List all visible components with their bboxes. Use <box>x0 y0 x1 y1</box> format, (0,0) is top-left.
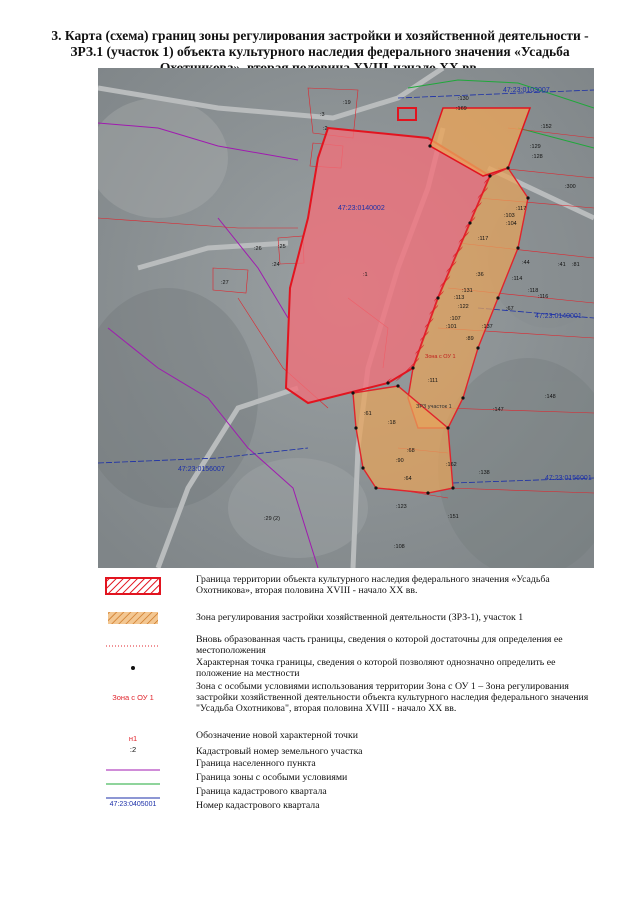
parcel-number-label: :2 <box>323 126 328 132</box>
legend-row <box>98 657 598 681</box>
parcel-number-label: :44 <box>522 260 530 266</box>
map-title: 3. Карта (схема) границ зоны регулирования застройки и хозяйственной деятельности - ЗРЗ.1 (участок 1) объекта культурного наследия федерального значения «Усадьба <box>51 28 589 59</box>
legend-text: Зона с особыми условиями использования территории Зона с ОУ 1 – Зона регулирования застройки хозяйственной деятельности объекта культурного наследия федерального значения "Усадьба Охотникова", вторая половина XVIII - начало XX вв. <box>196 681 589 714</box>
legend-text: Граница территории объекта культурного наследия федерального значения «Усадьба Охотникова», вторая половина XVIII - начало XX вв. <box>196 574 550 596</box>
parcel-number-label: :107 <box>450 316 461 322</box>
quarter-label: 47:23:0140001 <box>535 313 582 320</box>
parcel-number-label: :128 <box>532 154 543 160</box>
legend-text: Номер кадастрового квартала <box>196 800 320 811</box>
legend-row <box>98 730 598 744</box>
legend-symbol-parcel-number: :2 <box>129 745 137 754</box>
parcel-number-label: :118 <box>528 288 539 294</box>
legend-text: Граница населенного пункта <box>196 758 316 769</box>
parcel-number-label: :169 <box>456 106 467 112</box>
legend-text: Зона регулирования застройки хозяйственной деятельности (ЗРЗ-1), участок 1 <box>196 612 524 623</box>
parcel-number-label: :148 <box>545 394 556 400</box>
legend-row <box>98 786 598 798</box>
parcel-number-label: :111 <box>428 378 438 384</box>
parcel-number-label: :103 <box>504 213 515 219</box>
legend-symbol-dot <box>98 659 168 677</box>
parcel-number-label: :113 <box>454 295 465 301</box>
parcel-number-label: :138 <box>479 470 490 476</box>
parcel-number-label: :130 <box>458 96 469 102</box>
legend-text: Граница зоны с особыми условиями <box>196 772 348 783</box>
parcel-number-label: :116 <box>538 294 549 300</box>
zone-label: Зона с ОУ 1 <box>425 354 456 360</box>
parcel-number-label: :90 <box>396 458 404 464</box>
parcel-number-label: :81 <box>572 262 580 268</box>
parcel-number-label: :129 <box>530 144 541 150</box>
quarter-label: 47:23:0103007 <box>503 87 550 94</box>
parcel-number-label: :152 <box>541 124 552 130</box>
parcel-number-label: :101 <box>446 324 457 330</box>
parcel-number-label: :162 <box>446 462 457 468</box>
parcel-number-label: :27 <box>221 280 229 286</box>
legend-text: Характерная точка границы, сведения о которой позволяют однозначно определить ее положение на местности <box>196 657 556 679</box>
parcel-number-label: :3 <box>320 112 325 118</box>
legend-symbol-zone-label: Зона с ОУ 1 <box>112 693 154 702</box>
parcel-number-label: :104 <box>506 221 517 227</box>
parcel-number-label: :300 <box>565 184 576 190</box>
legend-text: Граница кадастрового квартала <box>196 786 327 797</box>
parcel-number-label: :19 <box>343 100 351 106</box>
parcel-number-label: :26 <box>254 246 262 252</box>
parcel-number-label: :64 <box>404 476 412 482</box>
legend-row <box>98 681 598 717</box>
parcel-number-label: :108 <box>394 544 405 550</box>
parcel-number-label: :89 <box>466 336 474 342</box>
legend-symbol-new-point: н1 <box>128 734 138 743</box>
parcel-number-label: :131 <box>462 288 473 294</box>
legend-row <box>98 634 598 658</box>
cadastral-map[interactable] <box>98 68 594 568</box>
legend-text: Обозначение новой характерной точки <box>196 730 358 741</box>
quarter-label: 47:23:0140002 <box>338 205 385 212</box>
legend-text: Кадастровый номер земельного участка <box>196 746 363 757</box>
legend-symbol-zrz <box>98 610 168 631</box>
parcel-number-label: :114 <box>512 276 523 282</box>
quarter-label: 47:23:0156001 <box>545 475 592 482</box>
parcel-number-label: :117 <box>516 206 527 212</box>
parcel-number-label: :25 <box>278 244 286 250</box>
map-canvas <box>98 68 594 568</box>
legend-row <box>98 746 598 758</box>
parcel-number-label: :147 <box>493 407 504 413</box>
parcel-number-label: :151 <box>448 514 459 520</box>
parcel-number-label: :41 <box>558 262 566 268</box>
parcel-number-label: :137 <box>482 324 493 330</box>
legend-text: Вновь образованная часть границы, сведения о которой достаточны для определения ее местоположения <box>196 634 563 656</box>
legend-row <box>98 758 598 770</box>
parcel-number-label: :18 <box>388 420 396 426</box>
parcel-number-label: :122 <box>458 304 469 310</box>
parcel-number-label: :36 <box>476 272 484 278</box>
parcel-number-label: :117 <box>478 236 489 242</box>
parcel-number-label: :68 <box>407 448 415 454</box>
legend-row <box>98 772 598 784</box>
parcel-number-label: :1 <box>363 272 368 278</box>
parcel-number-label: :24 <box>272 262 280 268</box>
legend-row <box>98 572 598 602</box>
legend-symbol-heritage <box>98 576 168 601</box>
parcel-number-label: :29 (2) <box>264 516 280 522</box>
legend-row <box>98 610 598 630</box>
parcel-number-label: :67 <box>506 306 514 312</box>
zone-label: ЗРЗ участок 1 <box>416 404 452 410</box>
legend-symbol-dotted-line <box>98 636 168 654</box>
quarter-label: 47:23:0156007 <box>178 466 225 473</box>
legend-row <box>98 800 598 812</box>
parcel-number-label: :123 <box>396 504 407 510</box>
parcel-number-label: :61 <box>364 411 372 417</box>
legend-symbol-quarter-number: 47:23:0405001 <box>109 801 157 808</box>
